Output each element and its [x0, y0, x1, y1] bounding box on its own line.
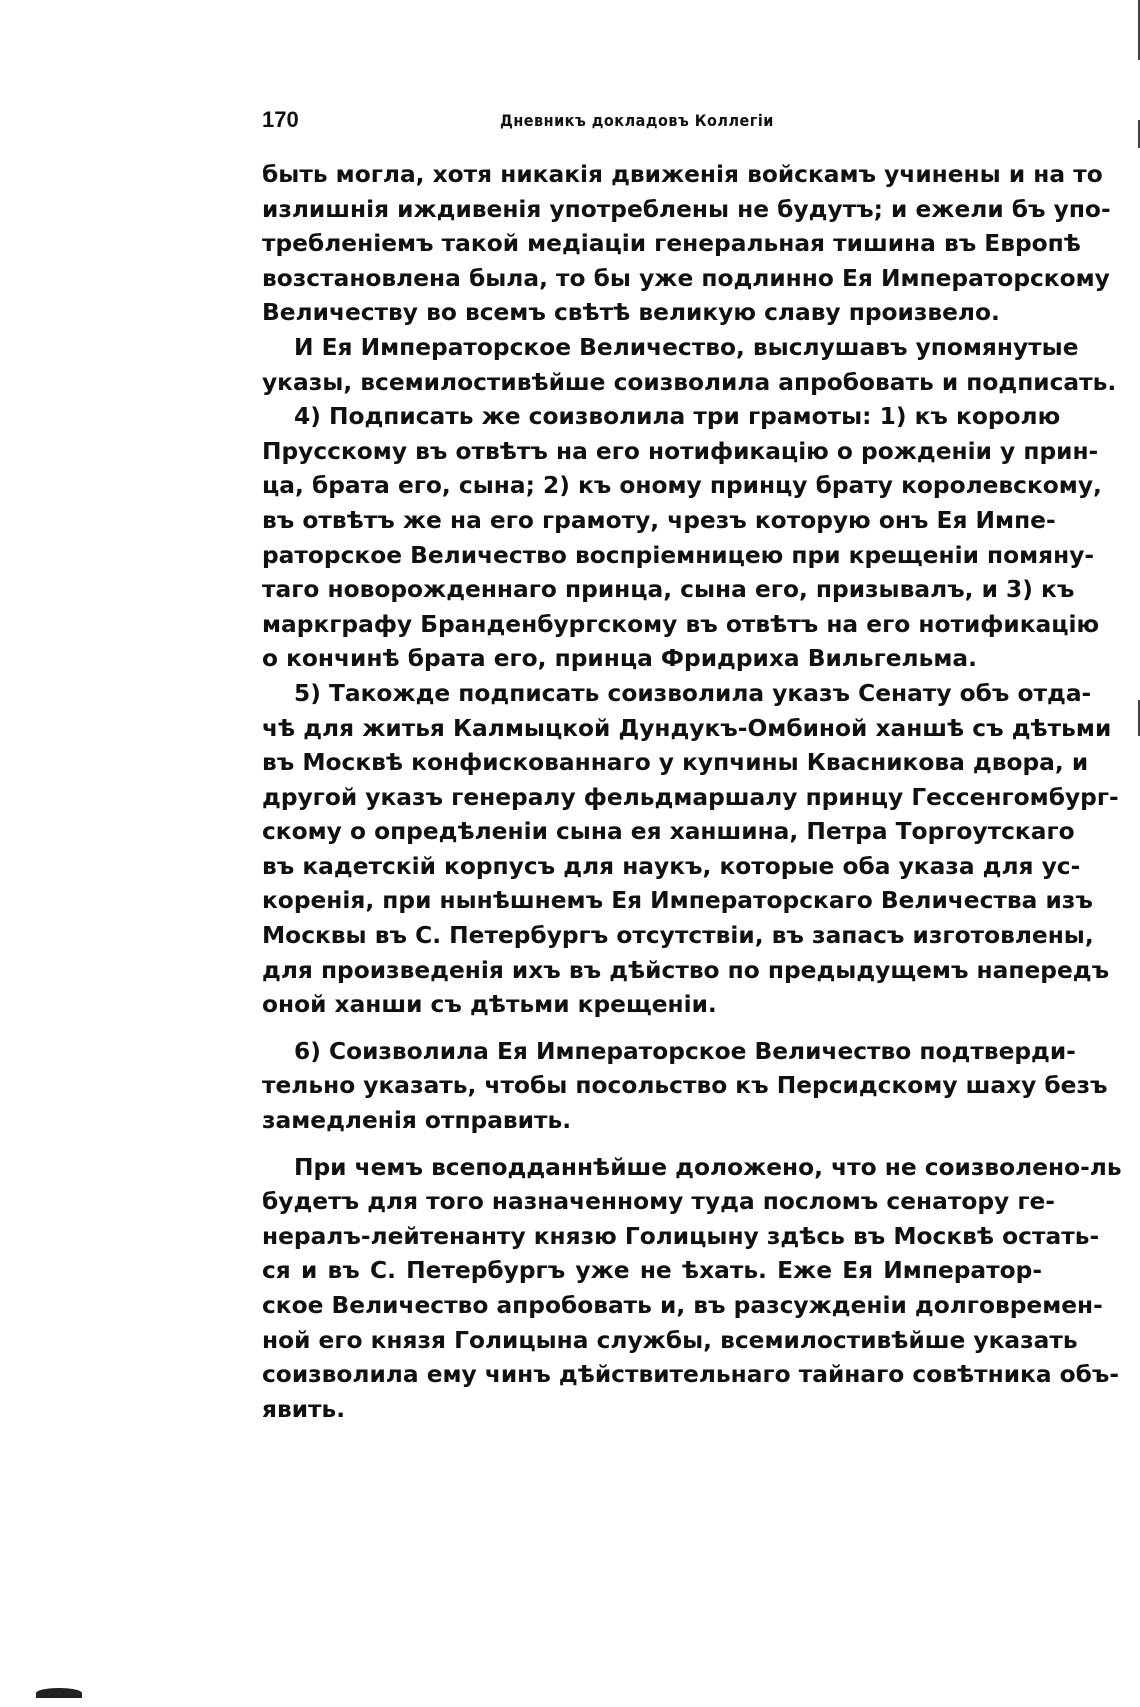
text-line: 4) Подписать же соизволила три грамоты: 1) къ королю: [294, 403, 1061, 431]
paragraph: [262, 158, 1111, 331]
text-line: явить.: [262, 1395, 346, 1423]
paragraph: [262, 677, 1119, 1023]
paragraph: [262, 400, 1102, 677]
text-line: тельно указать, чтобы посольство къ Персидскому шаху безъ: [262, 1072, 1108, 1100]
text-line: излишнія иждивенія употреблены не будутъ; и ежели бъ упо-: [262, 195, 1111, 223]
paragraph: [262, 1151, 1122, 1428]
text-line: 6) Соизволила Ея Императорское Величество подтверди-: [294, 1037, 1076, 1065]
text-line: въ отвѣтъ же на его грамоту, чрезъ которую онъ Ея Импе-: [262, 506, 1056, 534]
text-line: Величеству во всемъ свѣтѣ великую славу произвело.: [262, 299, 1000, 327]
text-line: скому о опредѣленіи сына ея ханшина, Петра Торгоутскаго: [262, 818, 1075, 846]
text-line: соизволила ему чинъ дѣйствительнаго тайнаго совѣтника объ-: [262, 1361, 1120, 1389]
page-header: [262, 107, 1062, 143]
text-line: Прусскому въ отвѣтъ на его нотификацію о рожденіи у прин-: [262, 437, 1099, 465]
text-line: въ кадетскій корпусъ для наукъ, которые оба указа для ус-: [262, 852, 1081, 880]
text-line: раторское Величество воспріемницею при крещеніи помяну-: [262, 541, 1095, 569]
text-line: таго новорожденнаго принца, сына его, призывалъ, и 3) къ: [262, 576, 1075, 604]
text-line: чѣ для житья Калмыцкой Дундукъ-Омбиной ханшѣ съ дѣтьми: [262, 714, 1112, 742]
text-line: При чемъ всеподданнѣйше доложено, что не соизволено-ль: [294, 1153, 1122, 1181]
running-head: Дневникъ докладовъ Коллегіи: [500, 111, 774, 130]
text-line: ной его князя Голицына службы, всемилостивѣйше указать: [262, 1326, 1078, 1354]
paragraph-gap: [262, 1023, 1042, 1035]
paragraph-gap: [262, 1139, 1042, 1151]
text-line: быть могла, хотя никакія движенія войскамъ учинены и на то: [262, 161, 1103, 188]
text-line: возстановлена была, то бы уже подлинно Ея Императорскому: [262, 264, 1110, 292]
text-line: о кончинѣ брата его, принца Фридриха Вильгельма.: [262, 645, 977, 673]
text-line: Москвы въ С. Петербургъ отсутствіи, въ запасъ изготовлены,: [262, 922, 1094, 950]
text-line: И Ея Императорское Величество, выслушавъ упомянутые: [294, 333, 1079, 361]
text-line: оной ханши съ дѣтьми крещеніи.: [262, 991, 717, 1019]
text-line: въ Москвѣ конфискованнаго у купчины Квасникова двора, и: [262, 749, 1089, 777]
text-line: ся и въ С. Петербургъ уже не ѣхать. Еже Ея Император-: [262, 1257, 1042, 1285]
text-line: ское Величество апробовать и, въ разсужденіи долговремен-: [262, 1292, 1103, 1319]
scan-artifact: [36, 1688, 82, 1698]
text-line: ца, брата его, сына; 2) къ оному принцу брату королевскому,: [262, 472, 1102, 500]
text-line: указы, всемилостивѣйше соизволила апробовать и подписать.: [262, 368, 1117, 396]
text-line: нералъ-лейтенанту князю Голицыну здѣсь въ Москвѣ остать-: [262, 1222, 1100, 1250]
text-line: другой указъ генералу фельдмаршалу принцу Гессенгомбург-: [262, 783, 1119, 811]
paragraph: [262, 1035, 1108, 1139]
text-line: для произведенія ихъ въ дѣйство по предыдущемъ напередъ: [262, 956, 1110, 984]
text-line: маркграфу Бранденбургскому въ отвѣтъ на его нотификацію: [262, 610, 1100, 638]
page-number: 170: [262, 107, 299, 132]
text-line: замедленія отправить.: [262, 1107, 572, 1135]
text-line: 5) Такожде подписать соизволила указъ Сенату объ отда-: [294, 679, 1092, 707]
text-line: требленіемъ такой медіаціи генеральная тишина въ Европѣ: [262, 230, 1081, 258]
paragraph: [262, 331, 1117, 400]
text-line: коренія, при нынѣшнемъ Ея Императорскаго Величества изъ: [262, 887, 1093, 915]
text-line: будетъ для того назначенному туда посломъ сенатору ге-: [262, 1188, 1055, 1216]
body-text: [262, 158, 1122, 1427]
